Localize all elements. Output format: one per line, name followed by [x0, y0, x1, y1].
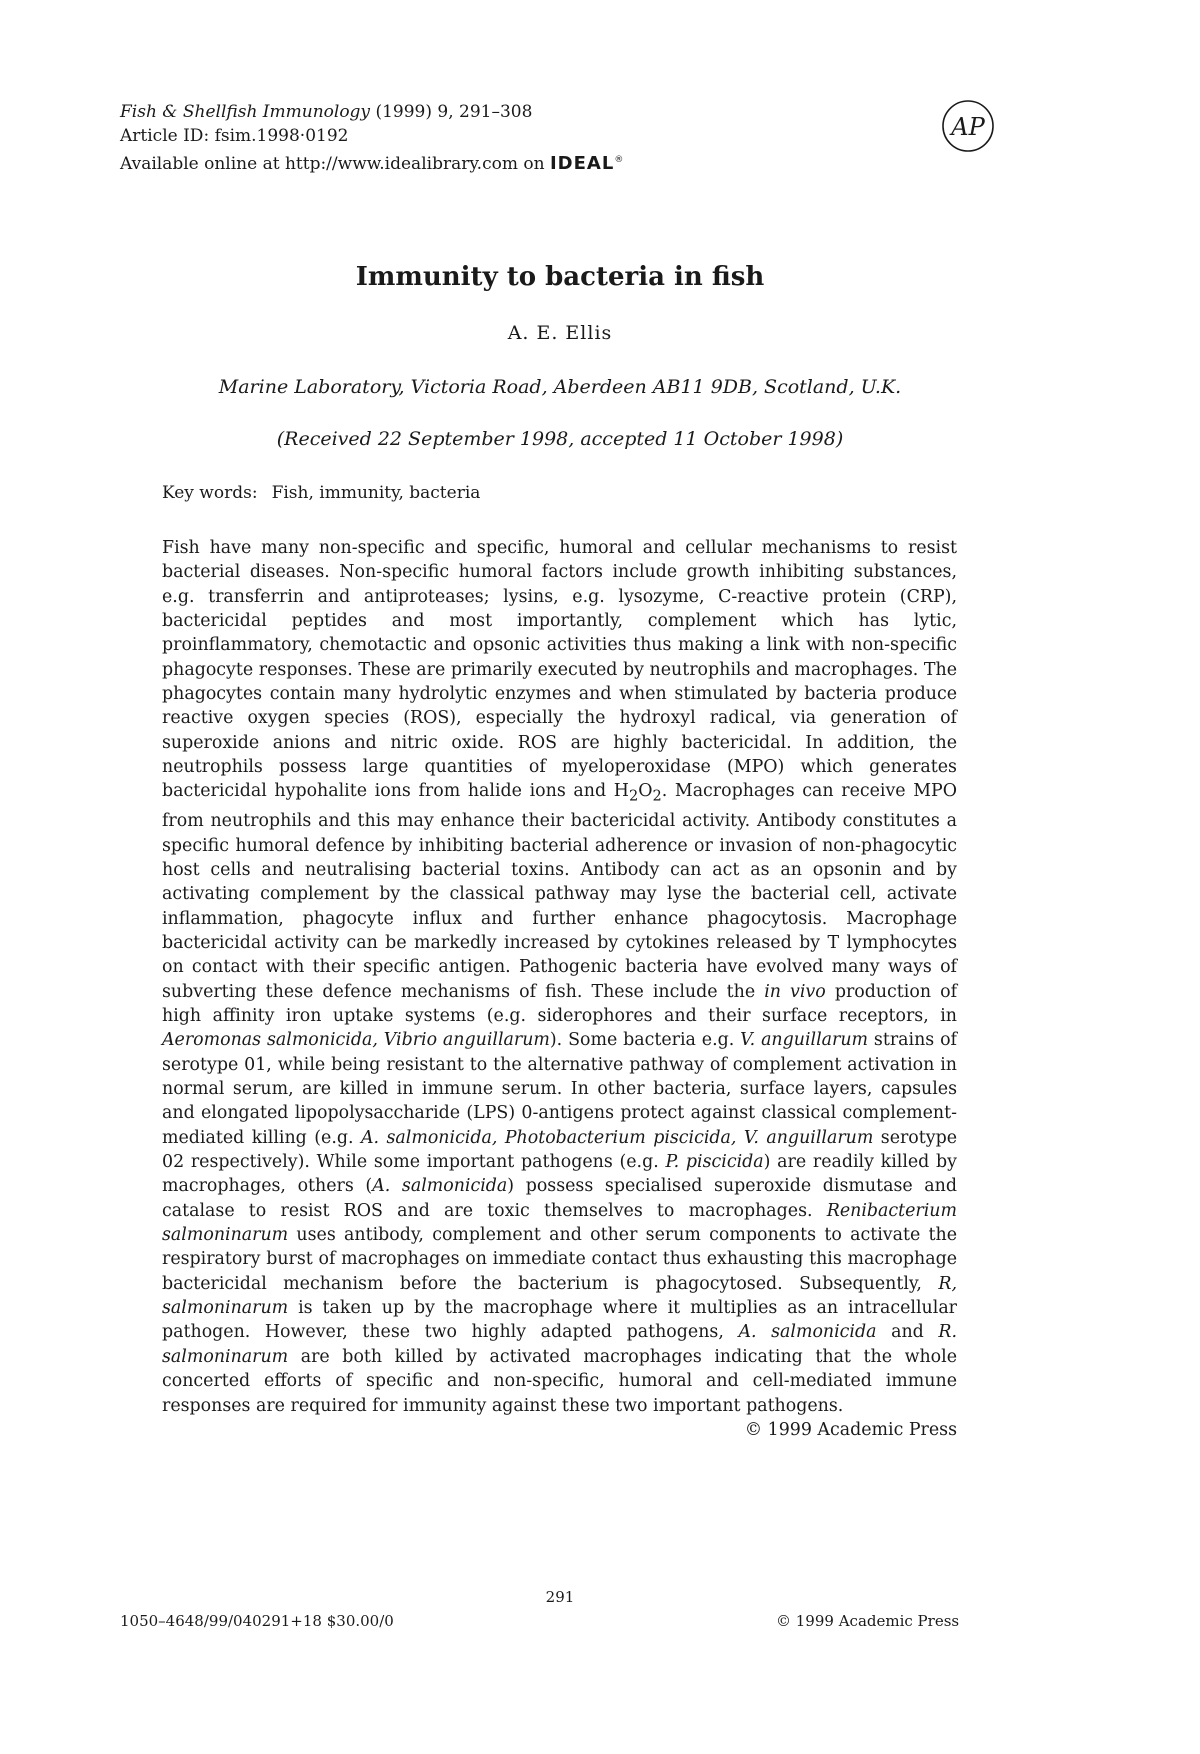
journal-citation — [120, 100, 624, 124]
subscript: 2 — [652, 788, 662, 805]
affiliation: Marine Laboratory, Victoria Road, Aberdeen AB11 9DB, Scotland, U.K. — [218, 376, 902, 398]
italic-species: A. salmonicida, Photobacterium piscicida, V. anguillarum — [360, 1127, 874, 1148]
ideal-logo-mark: ® — [614, 155, 625, 165]
keywords-label: Key words: — [162, 483, 258, 503]
abstract-text: strains of serotype 01, while being resistant to the alternative pathway of complement activation in normal serum, are killed in immune serum. In other bacteria, surface layers, capsules and elongated lipopolysaccharide (LPS) 0-antigens protect against classical complement-mediated killing (e.g. — [162, 1030, 957, 1148]
paper-title: Immunity to bacteria in fish — [355, 262, 765, 292]
subscript: 2 — [628, 788, 639, 805]
article-id: Article ID: fsim.1998·0192 — [120, 126, 349, 146]
abstract-copyright: © 1999 Academic Press — [744, 1419, 957, 1440]
abstract-text: ) possess specialised superoxide dismutase and catalase to resist ROS and are toxic themselves to macrophages. — [162, 1176, 957, 1221]
abstract-text: is taken up by the macrophage where it multiplies as an intracellular pathogen. However, these two highly adapted pathogens, — [162, 1298, 957, 1343]
keywords — [162, 483, 480, 503]
abstract-text: ) are readily killed by macrophages, others ( — [162, 1152, 958, 1197]
italic-species: A. salmonicida — [738, 1322, 877, 1343]
page-number: 291 — [545, 1588, 575, 1606]
italic-species: R. salmoninarum — [162, 1322, 957, 1367]
keywords-value: Fish, immunity, bacteria — [271, 483, 481, 503]
italic-species: Aeromonas salmonicida, Vibrio anguillarum — [162, 1030, 550, 1051]
abstract — [162, 536, 957, 1442]
abstract-text: production of high affinity iron uptake systems (e.g. siderophores and their surface receptors, in — [162, 981, 958, 1026]
journal-header — [120, 100, 624, 176]
ideal-logo-text: IDEAL — [549, 153, 615, 174]
abstract-text: and — [876, 1322, 939, 1343]
abstract-text: . Macrophages can receive MPO from neutrophils and this may enhance their bactericidal activity. Antibody constitutes a specific humoral defence by inhibiting bacterial adherence or invasion of non-phagocytic host cells and neutralising bacterial toxins. Antibody can act as an opsonin and by activating complement by the classical pathway may lyse the bacterial cell, activate inflammation, phagocyte influx and further enhance phagocytosis. Macrophage bactericidal activity can be markedly increased by cytokines released by T lymphocytes on contact with their specific antigen. Pathogenic bacteria have evolved many ways of subverting these defence mechanisms of fish. These include the — [162, 781, 957, 1002]
footer-copyright: © 1999 Academic Press — [776, 1612, 960, 1630]
abstract-text: O — [638, 781, 653, 802]
italic-species: R, salmoninarum — [162, 1273, 957, 1319]
availability-text: Available online at http://www.idealibrary.com on — [120, 154, 545, 174]
journal-volume: (1999) 9, 291–308 — [370, 102, 533, 122]
abstract-text: Fish have many non-specific and specific, humoral and cellular mechanisms to resist bacterial diseases. Non-specific humoral factors include growth inhibiting substances, e.g. transferrin and antiproteases; lysins, e.g. lysozyme, C-reactive protein (CRP), bactericidal peptides and most importantly, complement which has lytic, proinflammatory, chemotactic and opsonic activities thus making a link with non-specific phagocyte responses. These are primarily executed by neutrophils and macrophages. The phagocytes contain many hydrolytic enzymes and when stimulated by bacteria produce reactive oxygen species (ROS), especially the hydroxyl radical, via generation of superoxide anions and nitric oxide. ROS are highly bactericidal. In addition, the neutrophils possess large quantities of myeloperoxidase (MPO) which generates bactericidal hypohalite ions from halide ions and H — [162, 538, 957, 802]
journal-name: Fish & Shellfish Immunology — [120, 102, 371, 122]
abstract-text: ). Some bacteria e.g. — [549, 1030, 741, 1051]
abstract-text: uses antibody, complement and other serum components to activate the respiratory burst of macrophages on immediate contact thus exhausting this macrophage bactericidal mechanism before the bacterium is phagocytosed. Subsequently, — [162, 1225, 957, 1294]
received-dates: (Received 22 September 1998, accepted 11 October 1998) — [276, 428, 844, 450]
italic-species: P. piscicida — [665, 1152, 764, 1173]
academic-press-logo-text: AP — [951, 113, 985, 141]
footer-code: 1050–4648/99/040291+18 $30.00/0 — [120, 1612, 394, 1630]
academic-press-logo — [940, 98, 996, 154]
abstract-text: are both killed by activated macrophages indicating that the whole concerted efforts of specific and non-specific, humoral and cell-mediated immune responses are required for immunity against these two important pathogens. — [162, 1346, 957, 1416]
author-name: A. E. Ellis — [507, 322, 613, 344]
abstract-text: serotype 02 respectively). While some important pathogens (e.g. — [162, 1127, 958, 1173]
italic-species: V. anguillarum — [740, 1030, 869, 1051]
italic-species: Renibacterium salmoninarum — [162, 1200, 957, 1246]
italic-species: A. salmonicida — [372, 1176, 508, 1197]
italic-term: in vivo — [764, 981, 826, 1002]
availability-line — [120, 148, 624, 176]
ideal-logo — [550, 148, 624, 176]
